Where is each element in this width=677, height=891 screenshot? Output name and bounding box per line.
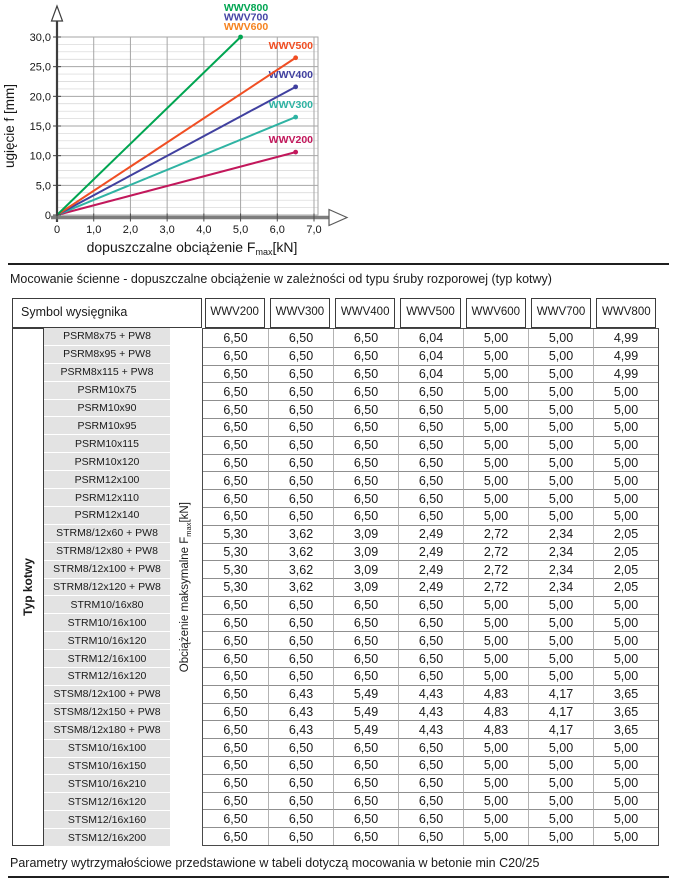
value-cell: 4,43 — [398, 685, 463, 703]
value-cell: 6,50 — [268, 756, 333, 774]
value-cell: 6,50 — [333, 489, 398, 507]
column-header-WWV300: WWV300 — [270, 298, 330, 328]
row-label: STSM12/16x160 — [44, 811, 170, 828]
value-cell: 6,50 — [203, 631, 268, 649]
x-tick-label: 2,0 — [122, 224, 139, 236]
value-cell: 6,50 — [398, 382, 463, 400]
value-cell: 5,49 — [333, 720, 398, 738]
value-cell: 6,50 — [333, 507, 398, 525]
value-cell: 6,50 — [268, 614, 333, 632]
value-cell: 6,50 — [398, 596, 463, 614]
series-label-WWV600: WWV600 — [223, 21, 269, 33]
value-cell: 5,00 — [528, 436, 593, 454]
value-cell: 5,00 — [463, 649, 528, 667]
value-cell: 6,50 — [398, 507, 463, 525]
value-cell: 5,00 — [593, 827, 658, 845]
value-cell: 4,17 — [528, 720, 593, 738]
series-endpoint-WWV300 — [293, 115, 298, 120]
value-cell: 5,30 — [203, 525, 268, 543]
y-tick-label: 0 — [44, 210, 51, 222]
value-cell: 6,50 — [333, 436, 398, 454]
row-label: STRM10/16x80 — [44, 596, 170, 613]
value-cell: 5,00 — [593, 738, 658, 756]
value-cell: 5,00 — [463, 507, 528, 525]
series-endpoint-WWV800 — [238, 35, 243, 40]
series-label-WWV700: WWV700 — [223, 11, 269, 24]
x-tick-label: 0 — [53, 224, 61, 236]
deflection-chart — [0, 0, 352, 262]
value-cell: 6,50 — [333, 774, 398, 792]
row-label: PSRM10x120 — [44, 453, 170, 470]
value-cell: 6,50 — [203, 596, 268, 614]
series-label-WWV500: WWV500 — [268, 39, 313, 52]
value-cell: 6,50 — [203, 454, 268, 472]
value-cell: 2,34 — [528, 560, 593, 578]
value-cell: 2,05 — [593, 525, 658, 543]
value-cell: 6,50 — [203, 471, 268, 489]
value-cell: 3,65 — [593, 685, 658, 703]
value-cell: 5,00 — [463, 471, 528, 489]
y-tick-label: 30,0 — [29, 32, 51, 44]
value-cell: 6,50 — [398, 454, 463, 472]
row-label: PSRM8x115 + PW8 — [44, 364, 170, 381]
value-cell: 5,00 — [528, 667, 593, 685]
value-cell: 5,00 — [463, 596, 528, 614]
value-cell: 6,50 — [398, 400, 463, 418]
top-divider — [8, 263, 669, 265]
value-cell: 5,00 — [528, 365, 593, 383]
row-label: STRM8/12x60 + PW8 — [44, 525, 170, 542]
row-label: PSRM10x115 — [44, 435, 170, 452]
value-cell: 2,05 — [593, 543, 658, 561]
value-cell: 5,00 — [528, 631, 593, 649]
value-cell: 6,50 — [268, 436, 333, 454]
x-tick-label: 3,0 — [159, 224, 175, 236]
value-cell: 5,00 — [593, 489, 658, 507]
value-cell: 5,00 — [528, 382, 593, 400]
value-cell: 2,34 — [528, 578, 593, 596]
value-cell: 6,50 — [268, 631, 333, 649]
value-cell: 6,50 — [223, 330, 248, 345]
value-cell: 6,50 — [398, 792, 463, 810]
value-cell: 6,50 — [333, 809, 398, 827]
value-cell: 6,50 — [333, 365, 398, 383]
value-cell: 5,49 — [333, 685, 398, 703]
value-cell: 2,49 — [398, 543, 463, 561]
table-body — [12, 328, 659, 846]
value-cell: 5,49 — [333, 703, 398, 721]
row-group-label: Typ kotwy — [21, 558, 36, 616]
value-cell: 6,50 — [398, 436, 463, 454]
value-cell: 5,00 — [593, 436, 658, 454]
value-axis-label-cell — [170, 328, 202, 846]
value-cell: 5,00 — [528, 774, 593, 792]
value-cell: 6,50 — [203, 809, 268, 827]
value-cell: 3,65 — [593, 703, 658, 721]
value-cell: 6,50 — [268, 738, 333, 756]
value-cell: 4,43 — [398, 720, 463, 738]
value-cell: 6,50 — [333, 756, 398, 774]
value-cell: 5,00 — [463, 792, 528, 810]
value-cell: 6,50 — [203, 792, 268, 810]
value-cell: 6,50 — [398, 738, 463, 756]
value-cell: 6,50 — [268, 827, 333, 845]
value-cell: 5,00 — [528, 471, 593, 489]
value-cell: 6,50 — [398, 809, 463, 827]
value-cell: 4,99 — [593, 329, 658, 347]
row-label: PSRM10x95 — [44, 417, 170, 434]
value-cell: 6,50 — [268, 347, 333, 365]
row-label: PSRM10x75 — [44, 382, 170, 399]
value-cell: 2,72 — [463, 578, 528, 596]
value-cell: 6,43 — [268, 703, 333, 721]
value-cell: 2,49 — [398, 525, 463, 543]
value-cell: 6,50 — [333, 631, 398, 649]
value-cell: 3,65 — [593, 720, 658, 738]
row-label: PSRM10x90 — [44, 400, 170, 417]
value-cell: 6,50 — [333, 471, 398, 489]
value-cell: 6,50 — [203, 827, 268, 845]
x-axis-title: dopuszczalne obciążenie $F_{max}[kN]$ — [86, 239, 298, 257]
value-cell: 3,09 — [333, 578, 398, 596]
value-cell: 5,00 — [593, 667, 658, 685]
value-cell: 6,50 — [203, 400, 268, 418]
value-cell: 6,50 — [333, 649, 398, 667]
value-cell: 6,50 — [268, 596, 333, 614]
value-cell: 6,50 — [333, 329, 398, 347]
row-label: STSM10/16x150 — [44, 758, 170, 775]
deflection-chart-svg — [0, 0, 352, 262]
value-cell: 3,62 — [268, 543, 333, 561]
value-cell: 5,00 — [593, 454, 658, 472]
value-cell: 5,00 — [593, 649, 658, 667]
value-cell: 6,50 — [398, 614, 463, 632]
value-cell: 3,62 — [268, 560, 333, 578]
value-cell: 5,00 — [593, 614, 658, 632]
value-cell: 6,50 — [398, 631, 463, 649]
value-cell: 5,00 — [463, 809, 528, 827]
footer-note: Parametry wytrzymałościowe przedstawione w tabeli dotyczą mocowania w betonie min C20/25 — [10, 856, 540, 870]
value-cell: 6,50 — [398, 471, 463, 489]
value-cell: 5,00 — [593, 792, 658, 810]
value-cell: 6,50 — [333, 738, 398, 756]
row-label: STSM8/12x100 + PW8 — [44, 686, 170, 703]
row-label: STRM8/12x80 + PW8 — [44, 543, 170, 560]
y-axis-title: ugięcie f [mm] — [2, 83, 17, 169]
y-tick-label: 5,0 — [35, 180, 51, 193]
value-cell: 5,00 — [528, 738, 593, 756]
value-cell: 4,99 — [593, 347, 658, 365]
column-header-WWV800: WWV800 — [596, 298, 656, 328]
value-cell: 4,43 — [398, 703, 463, 721]
row-label: STSM10/16x100 — [44, 740, 170, 757]
value-cell: 6,50 — [268, 382, 333, 400]
value-cell: 5,00 — [463, 774, 528, 792]
value-cell: 3,09 — [333, 543, 398, 561]
value-cell: 6,43 — [268, 720, 333, 738]
value-cell: 6,50 — [203, 685, 268, 703]
value-cell: 6,04 — [398, 347, 463, 365]
series-line-WWV200 — [57, 152, 296, 215]
value-cell: 5,00 — [528, 827, 593, 845]
value-cell: 5,00 — [463, 418, 528, 436]
value-cell: 6,50 — [333, 827, 398, 845]
value-cell: 4,17 — [528, 703, 593, 721]
row-label: PSRM12x100 — [44, 471, 170, 488]
value-cell: 6,50 — [333, 792, 398, 810]
value-cell: 4,83 — [463, 720, 528, 738]
value-cell: 6,50 — [268, 365, 333, 383]
x-tick-label: 4,0 — [196, 224, 212, 236]
row-label-column — [44, 328, 170, 846]
value-cell: 6,50 — [398, 774, 463, 792]
row-label: STSM8/12x180 + PW8 — [44, 722, 170, 739]
value-axis-label: Obciążenie maksymalne $F_{max}[kN]$ — [178, 501, 194, 673]
value-cell: 6,50 — [333, 667, 398, 685]
value-cell: 5,00 — [463, 400, 528, 418]
value-cell: 2,72 — [463, 543, 528, 561]
value-cell: 5,00 — [463, 454, 528, 472]
value-cell: 6,50 — [268, 792, 333, 810]
x-tick-label: 5,0 — [232, 224, 249, 236]
value-cell: 5,00 — [463, 827, 528, 845]
value-cell: 5,00 — [593, 382, 658, 400]
x-axis-arrow — [329, 210, 347, 226]
value-cell: 6,50 — [203, 436, 268, 454]
value-cell: 5,00 — [528, 792, 593, 810]
y-tick-label: 10,0 — [29, 150, 51, 163]
value-cell: 5,00 — [463, 382, 528, 400]
value-cell: 5,00 — [528, 347, 593, 365]
series-label-WWV200: WWV200 — [268, 134, 313, 147]
value-cell: 5,00 — [593, 631, 658, 649]
row-label: PSRM8x75 + PW8 — [44, 328, 170, 345]
value-cell: 6,50 — [333, 454, 398, 472]
value-cell: 6,50 — [398, 649, 463, 667]
table-header-row — [12, 298, 659, 328]
value-cell: 6,50 — [268, 400, 333, 418]
row-label: STRM8/12x120 + PW8 — [44, 579, 170, 596]
value-cell: 5,00 — [463, 489, 528, 507]
value-cell: 2,05 — [593, 578, 658, 596]
value-cell: 5,00 — [528, 649, 593, 667]
row-label: STRM12/16x120 — [44, 668, 170, 685]
value-cell: 6,50 — [268, 649, 333, 667]
column-header-WWV200: WWV200 — [205, 298, 265, 328]
value-cell: 6,50 — [398, 667, 463, 685]
x-tick-label: 6,0 — [269, 224, 285, 236]
value-cell: 5,30 — [203, 560, 268, 578]
value-cell: 6,04 — [398, 329, 463, 347]
value-cell: 6,50 — [203, 489, 268, 507]
row-label: STSM12/16x200 — [44, 829, 170, 846]
value-cell: 5,30 — [203, 578, 268, 596]
value-cell: 5,00 — [593, 809, 658, 827]
y-tick-label: 15,0 — [29, 121, 51, 133]
value-cell: 6,50 — [268, 418, 333, 436]
y-axis-arrow — [52, 6, 63, 21]
value-cell: 5,00 — [463, 738, 528, 756]
value-cell: 5,00 — [463, 756, 528, 774]
series-label-WWV300: WWV300 — [268, 99, 313, 112]
value-cell: 6,50 — [268, 329, 333, 347]
series-line-WWV400 — [57, 87, 296, 215]
row-label: STRM10/16x100 — [44, 614, 170, 631]
column-header-WWV700: WWV700 — [531, 298, 591, 328]
series-endpoint-WWV200 — [293, 150, 298, 155]
value-cell: 6,50 — [203, 667, 268, 685]
value-cell: 6,50 — [203, 365, 268, 383]
value-cell: 6,50 — [333, 596, 398, 614]
value-cell: 6,50 — [398, 418, 463, 436]
value-cell: 3,09 — [333, 525, 398, 543]
value-cell: 5,00 — [528, 809, 593, 827]
value-cell: 5,00 — [593, 400, 658, 418]
value-cell: 3,09 — [333, 560, 398, 578]
value-grid — [202, 328, 659, 846]
value-cell: 5,00 — [463, 667, 528, 685]
value-cell: 5,00 — [463, 436, 528, 454]
value-cell: 5,00 — [593, 507, 658, 525]
value-cell: 6,50 — [203, 703, 268, 721]
value-cell: 2,49 — [398, 560, 463, 578]
value-cell: 6,50 — [333, 614, 398, 632]
value-cell: 6,04 — [398, 365, 463, 383]
value-cell: 4,99 — [593, 365, 658, 383]
y-tick-label: 25,0 — [29, 61, 51, 74]
value-cell: 5,00 — [463, 329, 528, 347]
value-cell: 6,50 — [203, 720, 268, 738]
value-cell: 2,72 — [463, 525, 528, 543]
value-cell: 6,50 — [268, 471, 333, 489]
value-cell: 2,49 — [398, 578, 463, 596]
value-cell: 6,50 — [203, 738, 268, 756]
row-label: STRM10/16x120 — [44, 632, 170, 649]
value-cell: 6,50 — [203, 756, 268, 774]
value-cell: 3,62 — [268, 578, 333, 596]
column-header-WWV600: WWV600 — [466, 298, 526, 328]
value-cell: 5,00 — [463, 614, 528, 632]
value-cell: 5,00 — [463, 631, 528, 649]
series-label-WWV400: WWV400 — [268, 68, 313, 81]
row-label: STSM10/16x210 — [44, 775, 170, 792]
row-label: PSRM12x110 — [44, 489, 170, 506]
value-cell: 4,83 — [463, 685, 528, 703]
value-cell: 5,00 — [528, 454, 593, 472]
row-label: STRM8/12x100 + PW8 — [44, 561, 170, 578]
value-cell: 5,00 — [528, 756, 593, 774]
value-cell: 5,00 — [528, 329, 593, 347]
value-cell: 5,00 — [593, 774, 658, 792]
value-cell: 5,00 — [528, 614, 593, 632]
value-cell: 5,00 — [593, 756, 658, 774]
value-cell: 6,50 — [333, 418, 398, 436]
value-cell: 6,50 — [268, 454, 333, 472]
value-cell: 6,50 — [203, 418, 268, 436]
value-cell: 6,43 — [268, 685, 333, 703]
column-header-WWV400: WWV400 — [335, 298, 395, 328]
value-cell: 6,50 — [268, 507, 333, 525]
value-cell: 6,50 — [203, 649, 268, 667]
row-label: PSRM12x140 — [44, 507, 170, 524]
value-cell: 5,00 — [593, 596, 658, 614]
value-cell: 5,00 — [593, 471, 658, 489]
value-cell: 5,00 — [528, 418, 593, 436]
value-cell: 6,50 — [398, 756, 463, 774]
value-cell: 6,50 — [268, 774, 333, 792]
series-label-WWV800: WWV800 — [223, 2, 269, 14]
y-tick-label: 20,0 — [29, 91, 51, 104]
value-cell: 6,50 — [203, 347, 268, 365]
series-endpoint-WWV400 — [293, 84, 298, 89]
value-cell: 5,30 — [203, 543, 268, 561]
value-cell: 2,05 — [593, 560, 658, 578]
value-cell: 6,50 — [203, 614, 268, 632]
x-tick-label: 1,0 — [86, 224, 102, 236]
table-caption: Mocowanie ścienne - dopuszczalne obciążenie w zależności od typu śruby rozporowej (typ kotwy) — [10, 272, 552, 286]
value-cell: 5,00 — [528, 489, 593, 507]
value-cell: 6,50 — [268, 489, 333, 507]
value-cell: 4,83 — [463, 703, 528, 721]
value-cell: 6,50 — [268, 809, 333, 827]
value-cell: 6,50 — [203, 507, 268, 525]
value-cell: 5,00 — [593, 418, 658, 436]
value-cell: 6,50 — [203, 382, 268, 400]
value-cell: 6,50 — [398, 827, 463, 845]
value-cell: 6,50 — [398, 489, 463, 507]
corner-header-cell: Symbol wysięgnika — [12, 298, 202, 328]
value-cell: 5,00 — [528, 400, 593, 418]
value-cell: 5,00 — [463, 347, 528, 365]
value-cell: 5,00 — [528, 596, 593, 614]
value-cell: 2,72 — [463, 560, 528, 578]
value-cell: 6,50 — [268, 667, 333, 685]
value-cell: 6,50 — [203, 774, 268, 792]
row-label: STSM8/12x150 + PW8 — [44, 704, 170, 721]
value-cell: 2,34 — [528, 525, 593, 543]
x-tick-label: 7,0 — [306, 224, 322, 236]
value-cell: 3,62 — [268, 525, 333, 543]
column-header-WWV500: WWV500 — [400, 298, 460, 328]
value-cell: 2,34 — [528, 543, 593, 561]
row-label: STRM12/16x100 — [44, 650, 170, 667]
value-cell: 5,00 — [463, 365, 528, 383]
value-cell: 6,50 — [333, 400, 398, 418]
row-label: STSM12/16x120 — [44, 793, 170, 810]
bottom-divider — [8, 876, 669, 878]
value-cell: 6,50 — [333, 347, 398, 365]
value-cell: 5,00 — [528, 507, 593, 525]
value-cell: 4,17 — [528, 685, 593, 703]
value-cell: 6,50 — [333, 382, 398, 400]
row-label: PSRM8x95 + PW8 — [44, 346, 170, 363]
row-group-label-cell — [12, 328, 44, 846]
series-endpoint-WWV500 — [293, 55, 298, 60]
